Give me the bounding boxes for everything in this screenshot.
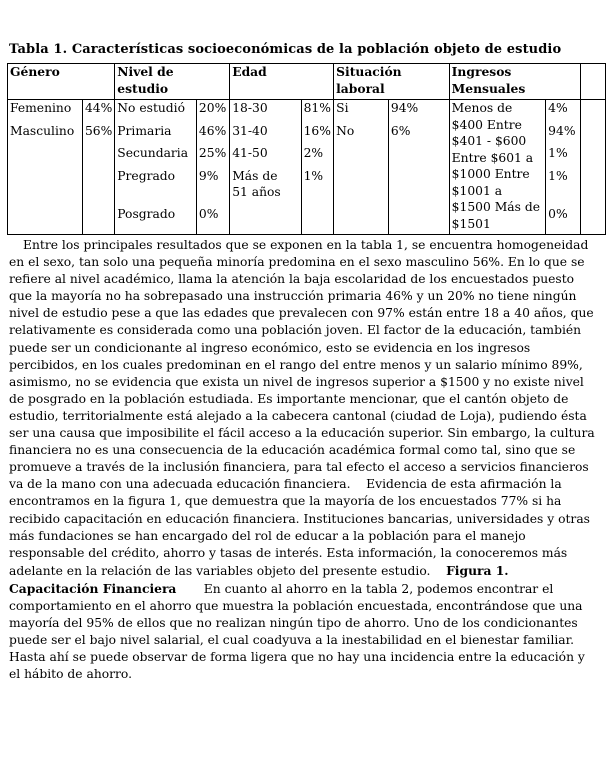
ingresos-value: 4% bbox=[548, 101, 568, 115]
body-text bbox=[9, 237, 599, 683]
edad-value: 16% bbox=[303, 123, 331, 138]
empty-cell bbox=[581, 100, 606, 235]
edad-value: 81% bbox=[303, 101, 331, 115]
edad-label: 41-50 bbox=[232, 146, 268, 160]
edad-label: 18-30 bbox=[232, 101, 268, 115]
nivel-value: 46% bbox=[198, 123, 227, 138]
edad-values bbox=[301, 100, 334, 235]
genero-labels bbox=[8, 100, 83, 235]
paragraph-3: En cuanto al ahorro en la tabla 2, podemos encontrar el comportamiento en el ahorro que muestra la población encuestada, encontrándose que una mayoría del 95% de ellos que no realizan ningún tipo de ahorro. Uno de los condicionantes puede ser el bajo nivel salarial, el cual coadyuva a la inestabilidad en el bienestar familiar. Hasta ahí se puede observar de forma ligera que no hay una incidencia entre la educación y el hábito de ahorro. bbox=[9, 581, 585, 682]
genero-value: 44% bbox=[84, 101, 113, 115]
situacion-labels bbox=[334, 100, 389, 235]
genero-values bbox=[82, 100, 114, 235]
situacion-label: Si bbox=[336, 101, 349, 115]
header-genero: Género bbox=[8, 64, 115, 100]
edad-label: 31-40 bbox=[232, 123, 268, 138]
nivel-label: Pregrado bbox=[117, 168, 176, 183]
situacion-value: 6% bbox=[390, 123, 411, 138]
ingresos-ranges: Menos de $400 Entre $401 - $600 Entre $601 a $1000 Entre $1001 a $1500 Más de $1501 bbox=[449, 100, 546, 235]
nivel-label: Secundaria bbox=[117, 146, 189, 160]
nivel-values bbox=[196, 100, 229, 235]
edad-value: 1% bbox=[303, 168, 324, 183]
situacion-label: No bbox=[336, 123, 355, 138]
edad-labels bbox=[230, 100, 301, 235]
nivel-value: 0% bbox=[198, 207, 219, 221]
figure-caption: Figura 1. Capacitación Financiera bbox=[9, 562, 509, 596]
table-body-row bbox=[8, 100, 606, 235]
nivel-value: 9% bbox=[198, 168, 219, 183]
header-nivel-estudio: Nivel de estudio bbox=[115, 64, 230, 100]
nivel-labels bbox=[115, 100, 197, 235]
table-title: Tabla 1. Características socioeconómicas de la población objeto de estudio bbox=[9, 42, 562, 57]
header-edad: Edad bbox=[230, 64, 334, 100]
socioeconomic-table bbox=[7, 63, 606, 235]
edad-label: Más de 51 años bbox=[232, 168, 281, 199]
nivel-value: 20% bbox=[198, 101, 227, 115]
ingresos-value: 94% bbox=[548, 123, 576, 138]
nivel-label: No estudió bbox=[117, 101, 186, 115]
header-situacion-laboral: Situación laboral bbox=[334, 64, 450, 100]
ingresos-value: 1% bbox=[548, 168, 568, 183]
ingresos-value: 1% bbox=[548, 146, 568, 160]
ingresos-values bbox=[546, 100, 581, 235]
edad-value: 2% bbox=[303, 146, 324, 160]
ingresos-value: 0% bbox=[548, 207, 568, 221]
situacion-values bbox=[388, 100, 449, 235]
genero-label: Femenino bbox=[10, 101, 72, 115]
situacion-value: 94% bbox=[390, 101, 419, 115]
nivel-label: Primaria bbox=[117, 123, 172, 138]
paragraph-1: Entre los principales resultados que se exponen en la tabla 1, se encuentra homogeneidad en el sexo, tan solo una pequeña minoría predomina en el sexo masculino 56%. En lo que se refiere al nivel académico, llama la atención la baja escolaridad de los encuestados puesto que la mayoría no ha sobrepasado una instrucción primaria 46% y un 20% no tiene ningún nivel de estudio pese a que las edades que prevalecen con 97% están entre 18 a 40 años, que relativamente es considerada como una población joven. El factor de la educación, también puede ser un condicionante al ingreso económico, esto se evidencia en los ingresos percibidos, en los cuales predominan en el rango del entre menos y un salario mínimo 89%, asimismo, no se evidencia que exista un nivel de ingresos superior a $1500 y no existe nivel de posgrado en la población estudiada. Es importante mencionar, que el cantón objeto de estudio, territorialmente está alejado a la cabecera cantonal (ciudad de Loja), pudiendo ésta ser una causa que imposibilite el fácil acceso a la educación superior. Sin embargo, la cultura financiera no es una consecuencia de la educación académica formal como tal, sino que se promueve a través de la inclusión financiera, para tal efecto el acceso a servicios financieros va de la mano con una adecuada educación financiera. bbox=[9, 238, 595, 492]
nivel-value: 25% bbox=[198, 146, 227, 160]
genero-label: Masculino bbox=[10, 123, 75, 138]
table-header-row bbox=[8, 64, 606, 100]
header-ingresos: Ingresos Mensuales bbox=[449, 64, 580, 100]
header-empty bbox=[581, 64, 606, 100]
genero-value: 56% bbox=[84, 123, 113, 138]
nivel-label: Posgrado bbox=[117, 207, 176, 221]
paragraph-2: Evidencia de esta afirmación la encontramos en la figura 1, que demuestra que la mayoría de los encuestados 77% si ha recibido capacitación en educación financiera. Instituciones bancarias, universidades y otras más fundaciones se han encargado del rol de educar a la población para el manejo responsable del crédito, ahorro y tasas de interés. Esta información, la conoceremos más adelante en la relación de las variables objeto del presente estudio. bbox=[9, 477, 590, 578]
